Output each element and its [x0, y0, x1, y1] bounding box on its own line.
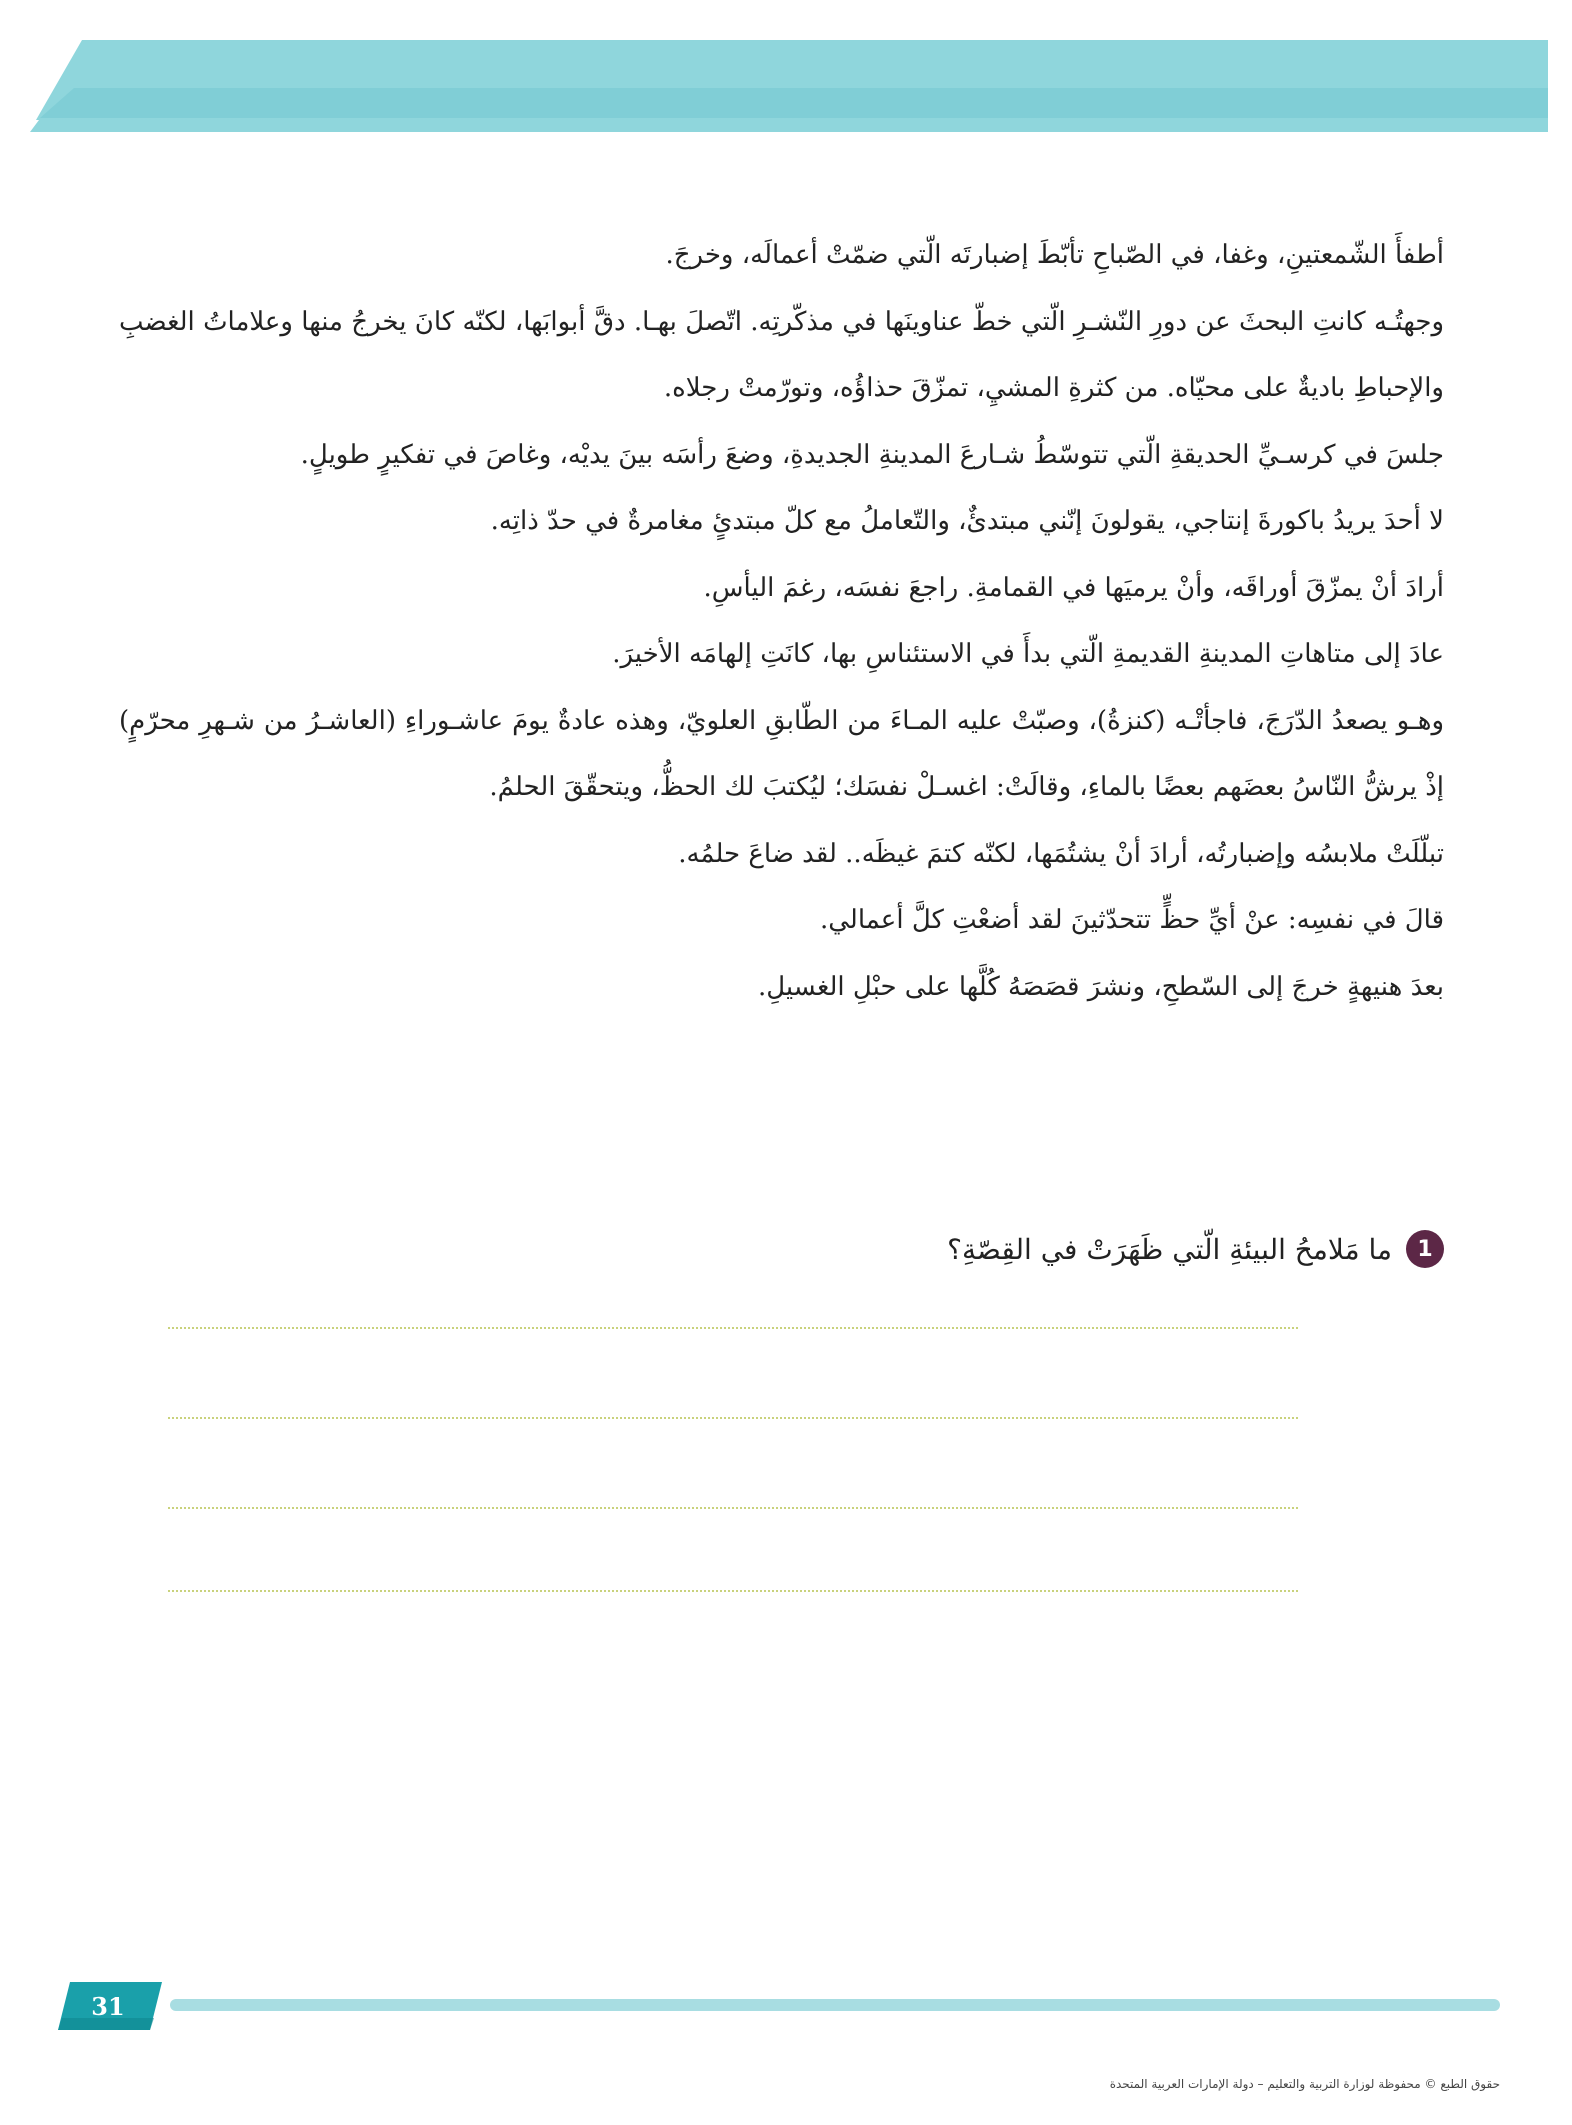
copyright-notice: حقوق الطبع © محفوظة لوزارة التربية والتعليم – دولة الإمارات العربية المتحدة [1109, 2077, 1500, 2091]
story-paragraph: بعدَ هنيهةٍ خرجَ إلى السّطحِ، ونشرَ قصَصَهُ كُلَّها على حبْلِ الغسيلِ. [757, 971, 1444, 1002]
story-paragraph: قالَ في نفسِه: عنْ أيِّ حظٍّ تتحدّثينَ لقد أضعْتِ كلَّ أعمالي. [820, 905, 1444, 935]
answer-line[interactable] [168, 1507, 1298, 1509]
footer-rule [170, 1999, 1500, 2011]
story-paragraph: لا أحدَ يريدُ باكورةَ إنتاجي، يقولونَ إنّني مبتدئٌ، والتّعاملُ مع كلّ مبتدئٍ مغامرةٌ في حدّ ذاتِه. [490, 506, 1444, 536]
story-paragraph: جلسَ في كرسـيِّ الحديقةِ الّتي تتوسّطُ شـارعَ المدينةِ الجديدةِ، وضعَ رأسَه بينَ يديْه، وغاصَ في تفكيرٍ طويلٍ. [300, 439, 1444, 470]
story-text [119, 222, 1444, 1020]
story-paragraph: وهـو يصعدُ الدّرَجَ، فاجأتْـه (كنزةُ)، وصبّتْ عليه المـاءَ من الطّابقِ العلويّ، وهذه عادةٌ يومَ عاشـوراءِ (العاشـرُ من شـهرِ محرّمٍ) إذْ يرشُّ النّاسُ بعضَهم بعضًا بالماءِ، وقالَتْ: اغسـلْ نفسَك؛ ليُكتبَ لك الحظُّ، ويتحقّقَ الحلمُ. [119, 705, 1444, 802]
page-number: 31 [91, 1991, 125, 2021]
header-band-shade [40, 88, 1548, 118]
story-paragraph: وجهتُـه كانتِ البحثَ عن دورِ النّشـرِ الّتي خطّ عناوينَها في مذكّرتِه. اتّصلَ بهـا. دقَّ أبوابَها، لكنّه كانَ يخرجُ منها وعلاماتُ الغضبِ والإحباطِ باديةٌ على محيّاه. من كثرةِ المشيِ، تمزّقَ حذاؤُه، وتورّمتْ رجلاه. [119, 306, 1444, 403]
question-number-badge: 1 [1406, 1230, 1444, 1268]
story-paragraph: أرادَ أنْ يمزّقَ أوراقَه، وأنْ يرميَها في القمامةِ. راجعَ نفسَه، رغمَ اليأسِ. [703, 572, 1444, 603]
question-1 [119, 1230, 1444, 1268]
story-paragraph: عادَ إلى متاهاتِ المدينةِ القديمةِ الّتي بدأَ في الاستئناسِ بها، كانَتِ إلهامَه الأخيرَ. [612, 639, 1444, 669]
header-banner [0, 0, 1572, 140]
story-paragraph: تبلّلَتْ ملابسُه وإضبارتُه، أرادَ أنْ يشتُمَها، لكنّه كتمَ غيظَه.. لقد ضاعَ حلمُه. [678, 838, 1444, 869]
story-paragraph: أطفأَ الشّمعتينِ، وغفا، في الصّباحِ تأبّطَ إضبارتَه الّتي ضمّتْ أعمالَه، وخرجَ. [665, 240, 1444, 270]
footer-band [0, 1960, 1572, 2070]
answer-line[interactable] [168, 1417, 1298, 1419]
answer-line[interactable] [168, 1327, 1298, 1329]
question-text: ما مَلامحُ البيئةِ الّتي ظَهَرَتْ في القِصّةِ؟ [947, 1232, 1392, 1266]
answer-line[interactable] [168, 1590, 1298, 1592]
